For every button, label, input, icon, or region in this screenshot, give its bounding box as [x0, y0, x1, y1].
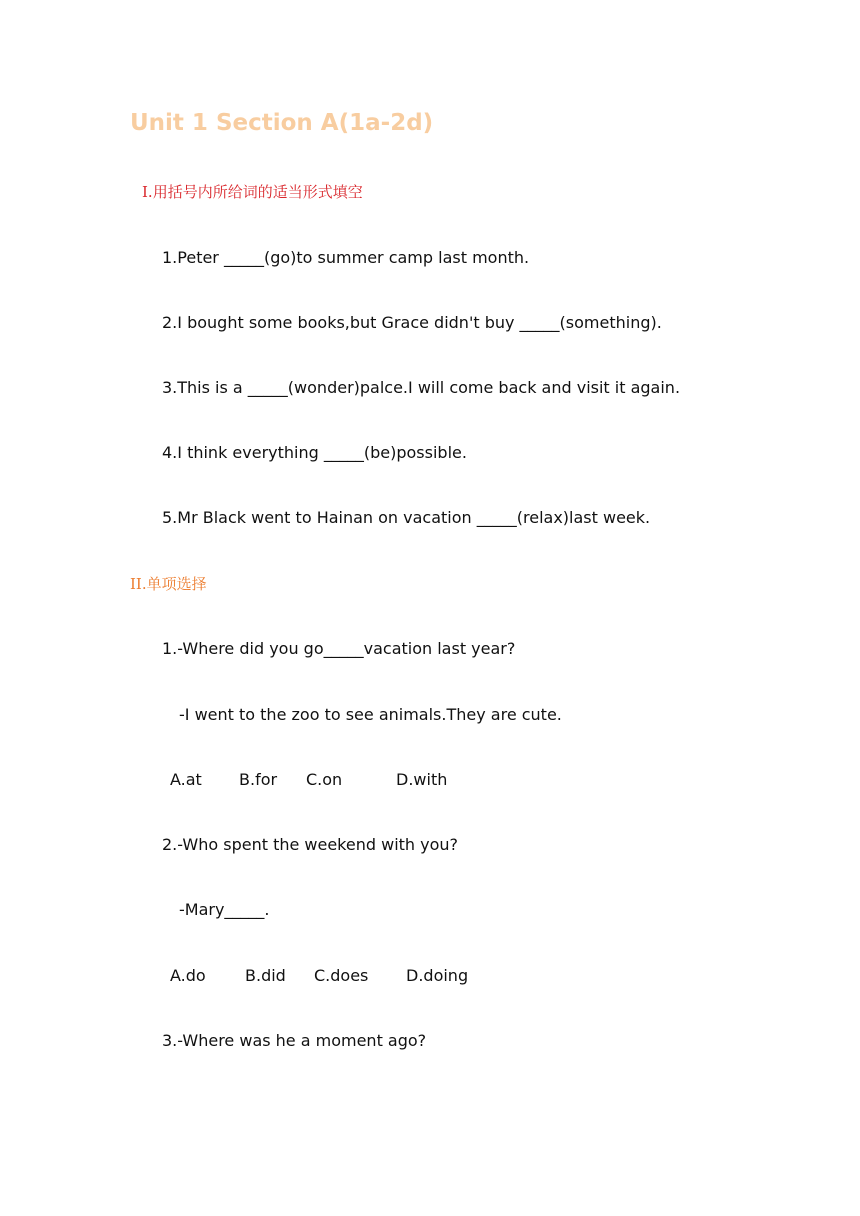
section-1-heading: I.用括号内所给词的适当形式填空 — [142, 183, 363, 201]
fill-blank-item-2: 2.I bought some books,but Grace didn't buy _____(something). — [162, 313, 662, 332]
fill-blank-item-5: 5.Mr Black went to Hainan on vacation _____(relax)last week. — [162, 508, 651, 527]
q2-option-c: C.does — [314, 966, 369, 985]
q2-option-d: D.doing — [406, 966, 469, 985]
fill-blank-item-3: 3.This is a _____(wonder)palce.I will come back and visit it again. — [162, 378, 681, 397]
q1-option-c: C.on — [306, 770, 343, 789]
fill-blank-item-1: 1.Peter _____(go)to summer camp last month. — [162, 248, 530, 267]
section-2-heading: II.单项选择 — [130, 575, 207, 593]
choice-question-3: 3.-Where was he a moment ago? — [162, 1031, 427, 1050]
choice-answer-2: -Mary_____. — [179, 900, 270, 919]
choice-answer-1: -I went to the zoo to see animals.They are cute. — [179, 705, 562, 724]
q1-option-b: B.for — [239, 770, 278, 789]
choice-question-2: 2.-Who spent the weekend with you? — [162, 835, 459, 854]
q1-option-a: A.at — [170, 770, 202, 789]
q2-option-a: A.do — [170, 966, 206, 985]
choice-question-1: 1.-Where did you go_____vacation last year? — [162, 639, 516, 658]
q2-option-b: B.did — [245, 966, 286, 985]
q1-option-d: D.with — [396, 770, 448, 789]
document-title: Unit 1 Section A(1a-2d) — [130, 110, 434, 136]
fill-blank-item-4: 4.I think everything _____(be)possible. — [162, 443, 467, 462]
